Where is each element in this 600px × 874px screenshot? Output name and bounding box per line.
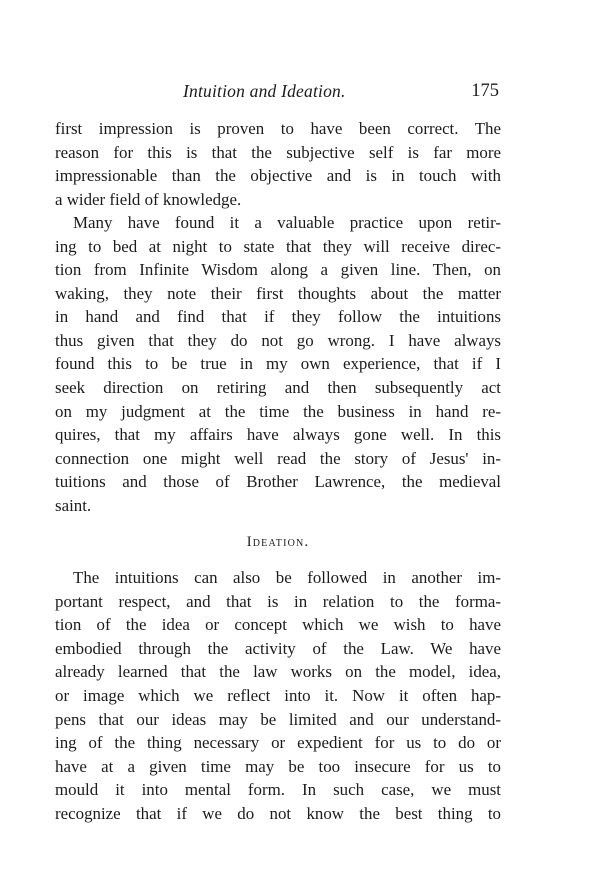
text-line: quires, that my affairs have always gone well. In this (55, 425, 501, 445)
text-line: tion from Infinite Wisdom along a given line. Then, on (55, 260, 501, 280)
text-line: reason for this is that the subjective self is far more (55, 142, 501, 162)
text-line: on my judgment at the time the business in hand re- (55, 401, 501, 421)
text-line: ing to bed at night to state that they will receive direc- (55, 236, 501, 256)
text-line: saint. (55, 495, 92, 515)
text-line: first impression is proven to have been correct. The (55, 119, 501, 138)
text-line: have at a given time may be too insecure for us to (55, 756, 501, 776)
paragraph-2 (55, 211, 501, 517)
text-line: impressionable than the objective and is in touch with (55, 166, 501, 186)
text-line: seek direction on retiring and then subsequently act (55, 378, 501, 398)
body-text (55, 117, 501, 825)
text-line: or image which we reflect into it. Now it often hap- (55, 686, 501, 706)
text-line: Many have found it a valuable practice upon retir- (73, 213, 501, 233)
text-line: tion of the idea or concept which we wish to have (55, 615, 501, 635)
book-page (55, 76, 501, 825)
text-line: recognize that if we do not know the best thing to (55, 803, 501, 823)
text-line: found this to be true in my own experience, that if I (55, 354, 501, 374)
text-line: thus given that they do not go wrong. I have always (55, 330, 501, 350)
text-line: portant respect, and that is in relation to the forma- (55, 591, 501, 611)
section-heading: Ideation. (246, 534, 310, 551)
text-line: The intuitions can also be followed in another im- (73, 568, 501, 588)
page-number: 175 (471, 81, 499, 101)
text-line: already learned that the law works on the model, idea, (55, 662, 501, 682)
text-line: embodied through the activity of the Law. We have (55, 638, 501, 658)
text-line: in hand and find that if they follow the intuitions (55, 307, 501, 327)
paragraph-3 (55, 566, 501, 825)
paragraph-1 (55, 117, 501, 211)
text-line: waking, they note their first thoughts about the matter (55, 283, 501, 303)
text-line: connection one might well read the story of Jesus' in- (55, 448, 501, 468)
text-line: pens that our ideas may be limited and our understand- (55, 709, 501, 729)
running-head (55, 76, 501, 106)
text-line: ing of the thing necessary or expedient for us to do or (55, 733, 501, 753)
text-line: tuitions and those of Brother Lawrence, the medieval (55, 472, 501, 492)
running-title: Intuition and Ideation. (183, 81, 346, 101)
text-line: a wider field of knowledge. (55, 189, 242, 209)
text-line: mould it into mental form. In such case, we must (55, 780, 501, 800)
